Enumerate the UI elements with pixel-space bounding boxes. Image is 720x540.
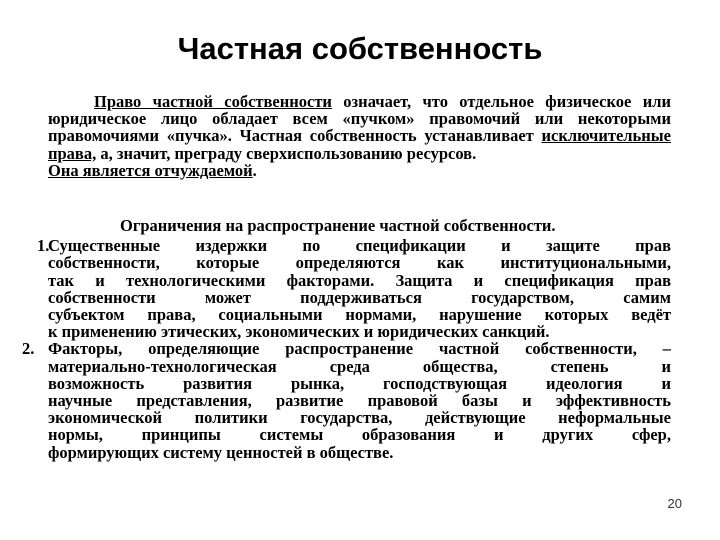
item-line: Факторы, определяющие распространение частной собственности, –: [48, 339, 671, 359]
restrictions-section: [22, 216, 671, 462]
item-line: материально-технологическая среда общества, степень и: [48, 356, 671, 376]
item-line: так и технологическими факторами. Защита и спецификация прав: [48, 270, 671, 290]
item-line: формирующих систему ценностей в обществе.: [48, 442, 394, 462]
exclusive-rights-term: исключительные права,: [48, 126, 671, 163]
item-number: 2.: [22, 339, 35, 359]
item-line: собственности может поддерживаться государством, самим: [48, 287, 671, 307]
item-number: 1.: [37, 236, 50, 256]
item-line: возможность развития рынка, господствующая идеология и: [48, 373, 671, 393]
slide-title: Частная собственность: [177, 31, 543, 66]
item-line: собственности, которые определяются как институциональными,: [48, 253, 671, 273]
restriction-item-1: [37, 236, 671, 342]
property-right-term: Право частной собственности: [94, 92, 332, 111]
alienable-term: Она является отчуждаемой: [48, 160, 253, 180]
paragraph-end: .: [252, 160, 257, 180]
item-line: Существенные издержки по спецификации и защите прав: [48, 236, 671, 256]
item-line: к применению этических, экономических и юридических санкций.: [48, 322, 550, 342]
paragraph-text: означает, что отдельное физическое или юридическое лицо обладает всем «пучком» правомочий или некоторыми правомочиями «пучка». Частная собственность устанавливает: [48, 92, 671, 146]
item-line: научные представления, развитие правовой базы и эффективность: [48, 391, 671, 411]
restriction-item-2: [22, 339, 671, 462]
page-number: 20: [667, 496, 682, 511]
item-line: субъектом права, социальными нормами, нарушение которых ведёт: [48, 305, 671, 325]
item-line: экономической политики государства, действующие неформальные: [48, 408, 671, 428]
item-line: нормы, принципы системы образования и других сфер,: [48, 425, 671, 445]
restrictions-heading: Ограничения на распространение частной собственности.: [120, 216, 556, 235]
property-right-paragraph: [48, 93, 671, 179]
paragraph-text: а, значит, преграду сверхиспользованию ресурсов.: [96, 143, 477, 163]
